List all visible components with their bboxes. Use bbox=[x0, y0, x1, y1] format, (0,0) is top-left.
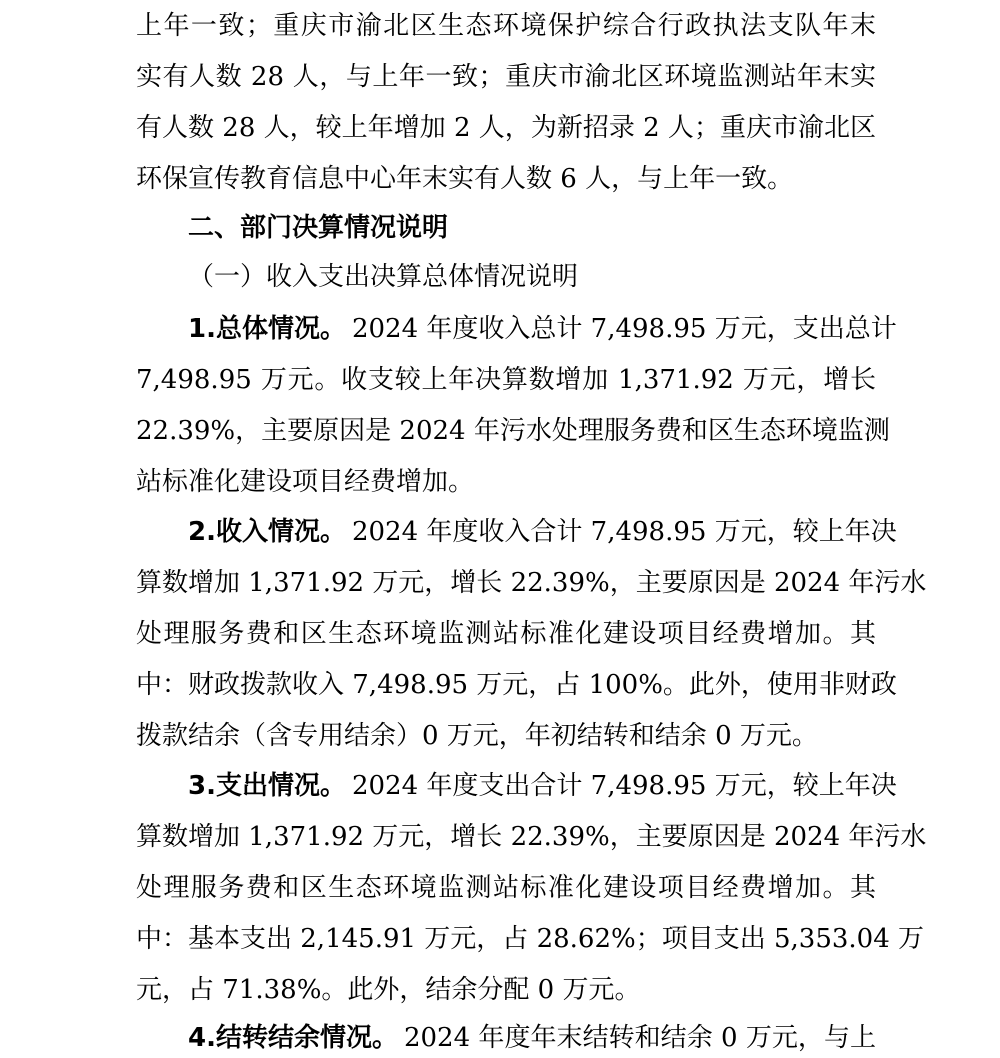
text-line: 22.39%，主要原因是 2024 年污水处理服务费和区生态环境监测 bbox=[136, 416, 890, 446]
paragraph-lead: 3.支出情况。 bbox=[188, 771, 346, 801]
text-line: 算数增加 1,371.92 万元，增长 22.39%，主要原因是 2024 年污水 bbox=[136, 822, 927, 852]
paragraph-lead: 1.总体情况。 bbox=[188, 314, 346, 344]
paragraph-line bbox=[188, 1018, 876, 1058]
text-line: 处理服务费和区生态环境监测站标准化建设项目经费增加。其 bbox=[136, 873, 876, 903]
sub-heading: （一）收入支出决算总体情况说明 bbox=[188, 262, 579, 292]
text-line: 元，占 71.38%。此外，结余分配 0 万元。 bbox=[136, 975, 641, 1005]
text-line: 站标准化建设项目经费增加。 bbox=[136, 467, 475, 497]
section-heading: 二、部门决算情况说明 bbox=[188, 213, 449, 243]
text-line: 处理服务费和区生态环境监测站标准化建设项目经费增加。其 bbox=[136, 619, 876, 649]
paragraph-line bbox=[188, 512, 897, 552]
text-line: 算数增加 1,371.92 万元，增长 22.39%，主要原因是 2024 年污水 bbox=[136, 568, 927, 598]
paragraph-text: 2024 年度支出合计 7,498.95 万元，较上年决 bbox=[351, 771, 897, 801]
paragraph-line bbox=[188, 309, 897, 349]
paragraph-text: 2024 年度年末结转和结余 0 万元，与上 bbox=[403, 1023, 876, 1053]
paragraph-text: 2024 年度收入合计 7,498.95 万元，较上年决 bbox=[351, 517, 897, 547]
paragraph-line bbox=[188, 766, 897, 806]
text-line: 拨款结余（含专用结余）0 万元，年初结转和结余 0 万元。 bbox=[136, 721, 818, 751]
text-line: 7,498.95 万元。收支较上年决算数增加 1,371.92 万元，增长 bbox=[136, 365, 876, 395]
text-line: 中：基本支出 2,145.91 万元，占 28.62%；项目支出 5,353.04 万 bbox=[136, 924, 925, 954]
paragraph-lead: 4.结转结余情况。 bbox=[188, 1023, 398, 1053]
text-line: 有人数 28 人，较上年增加 2 人，为新招录 2 人；重庆市渝北区 bbox=[136, 113, 876, 143]
paragraph-text: 2024 年度收入总计 7,498.95 万元，支出总计 bbox=[351, 314, 897, 344]
text-line: 上年一致；重庆市渝北区生态环境保护综合行政执法支队年末 bbox=[136, 11, 876, 41]
paragraph-lead: 2.收入情况。 bbox=[188, 517, 346, 547]
text-line: 实有人数 28 人，与上年一致；重庆市渝北区环境监测站年末实 bbox=[136, 62, 876, 92]
text-line: 中：财政拨款收入 7,498.95 万元，占 100%。此外，使用非财政 bbox=[136, 670, 897, 700]
text-line: 环保宣传教育信息中心年末实有人数 6 人，与上年一致。 bbox=[136, 164, 794, 194]
